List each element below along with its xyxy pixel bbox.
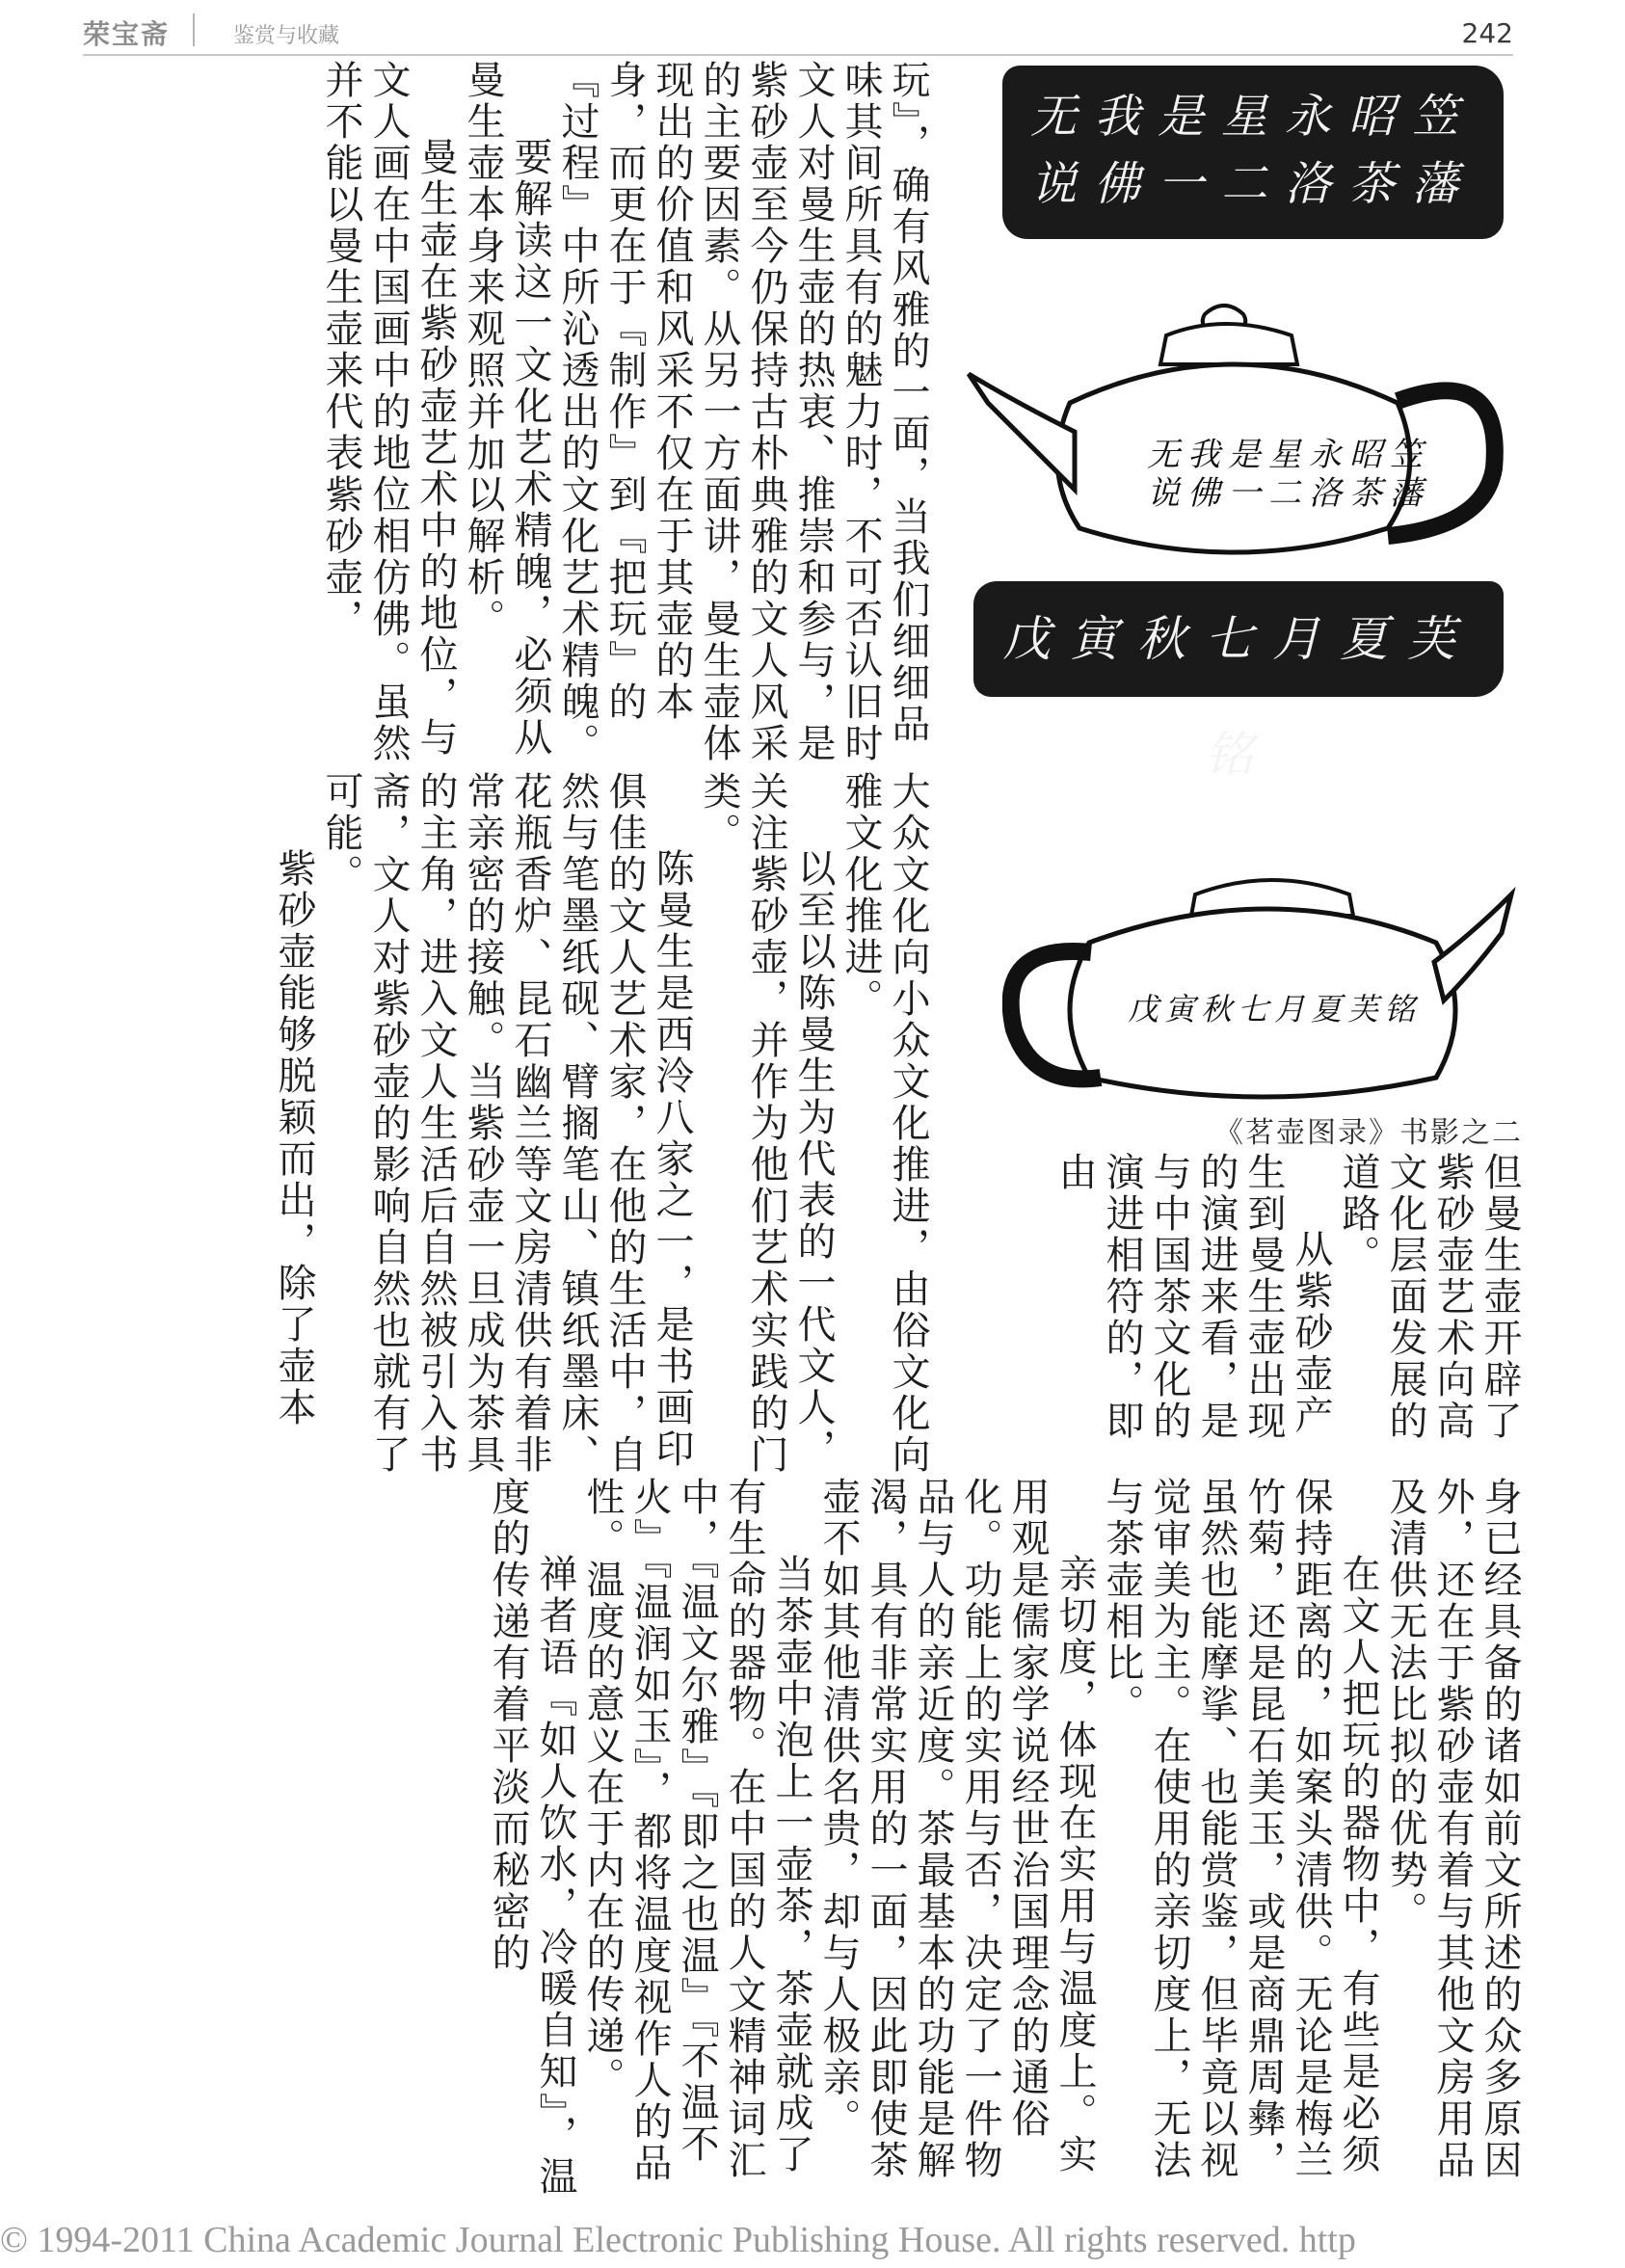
teapot-illustration-top [964,297,1523,576]
page-header [83,8,1513,54]
teapot-inscription-line: 说佛一二洛茶藩 [1147,474,1430,513]
paragraph: 禅者语『如人饮水，冷暖自知』，温度的传递有着平淡而秘密的 [486,1477,577,2198]
inscription-line: 说佛一二洛茶藩 [1029,157,1476,211]
paragraph: 紫砂壶能够脱颖而出，除了壶本 [272,848,316,1428]
paragraph: 从紫砂壶产生到曼生壶出现的演进来看，是与中国茶文化的演进相符的，即由 [1052,1152,1333,1442]
figure-caption: 《茗壶图录》书影之二 [1214,1116,1523,1150]
paragraph: 亲切度，体现在实用与温度上。实用观是儒家学说经世治国理念的通俗化。功能上的实用与否，决定了一件物品与人的亲近度。茶最基本的功能是解渴，具有非常实用的一面，因此即使茶壶不如其他清供名贵，却与人极亲。 [816,1477,1097,2181]
paragraph: 陈曼生是西泠八家之一，是书画印俱佳的文人艺术家，在他的生活中，自然与笔墨纸砚、臂搁笔山、镇纸墨床、花瓶香炉、昆石幽兰等文房清供有着非常亲密的接触。当紫砂壶一旦成为茶具的主角，进入文人生活后自然被引入书斋，文人对紫砂壶的影响自然也就有了可能。 [319,771,694,1476]
paragraph: 要解读这一文化艺术精魄，必须从曼生壶本身来观照并加以解析。 [461,60,552,759]
inscription-line: 无我是星永昭笠 [1029,90,1476,144]
journal-logo: 荣宝斋 [83,18,171,50]
paragraph: 曼生壶在紫砂壶艺术中的地位，与文人画在中国画中的地位相仿佛。虽然并不能以曼生壶来代表紫砂壶， [319,60,458,764]
teapot-inscription-line: 戊寅秋七月夏芙铭 [1128,991,1422,1027]
inscription-rubbing-top [1002,66,1504,239]
inscription-line: 戊寅秋七月夏芙铭 [1002,611,1475,783]
text-block-b [83,771,931,1490]
teapot-illustration-bottom [1002,856,1523,1107]
text-block-d [83,1477,1523,2200]
header-divider [193,13,195,46]
paragraph: 身已经具备的诸如前文所述的众多原因外，还在于紫砂壶有着与其他文房用品及清供无法比拟的优势。 [1383,1477,1522,2181]
section-label: 鉴赏与收藏 [233,24,340,48]
paragraph: 当茶壶中泡上一壶茶，茶壶就成了有生命的器物。在中国的人文精神词汇中，『温文尔雅』『即之也温』『不温不火』『温润如玉』，都将温度视作人的品性。温度的意义在于内在的传递。 [580,1477,813,2184]
paragraph: 但曼生壶开辟了紫砂壶艺术向高文化层面发展的道路。 [1336,1152,1522,1442]
teapot-inscription-line: 无我是星永昭笠 [1147,436,1430,474]
paragraph: 大众文化向小众文化推进，由俗文化向雅文化推进。 [839,771,930,1476]
paragraph: 玩』，确有风雅的一面，当我们细细品味其间所具有的魅力时，不可否认旧时文人对曼生壶的热衷、推崇和参与，是紫砂壶至今仍保持古朴典雅的文人风采的主要因素。从另一方面讲，曼生壶体现出的价值和风采不仅在于其壶的本身，而更在于『制作』到『把玩』的『过程』中所沁透出的文化艺术精魄。 [555,60,930,764]
text-block-a [83,60,931,779]
figure-teapot-catalogue [964,56,1523,1160]
text-block-c [964,1152,1523,1447]
inscription-rubbing-bottom [973,581,1504,783]
page-number: 242 [1461,17,1513,49]
copyright-notice: © 1994-2011 China Academic Journal Electronic Publishing House. All rights reserved. http [0,2220,1356,2260]
paragraph: 以至以陈曼生为代表的一代文人，关注紫砂壶，并作为他们艺术实践的门类。 [697,771,836,1476]
paragraph: 在文人把玩的器物中，有些是必须保持距离的，如案头清供。无论是梅兰竹菊，还是昆石美玉，或是商鼎周彝，虽然也能摩挲、也能赏鉴，但毕竟以视觉审美为主。在使用的亲切度上，无法与茶壶相比。 [1100,1477,1380,2181]
